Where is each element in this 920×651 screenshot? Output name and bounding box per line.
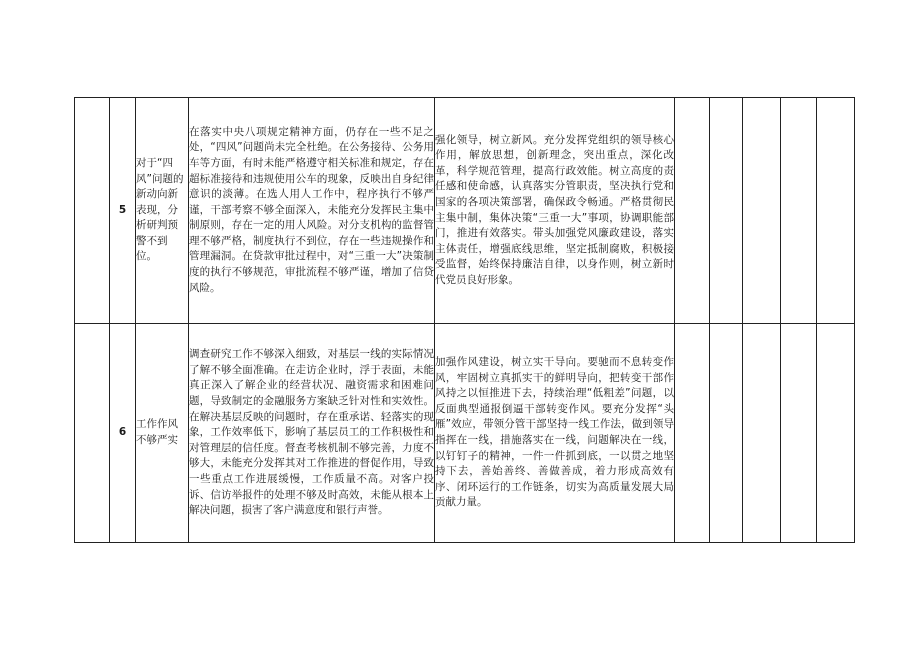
issue-topic: 工作作风不够严实 xyxy=(136,324,189,543)
blank-cell xyxy=(675,98,710,324)
blank-cell xyxy=(781,98,817,324)
blank-cell xyxy=(75,324,110,543)
row-number: 6 xyxy=(110,324,136,543)
blank-cell xyxy=(743,98,781,324)
blank-cell xyxy=(781,324,817,543)
problem-description: 调查研究工作不够深入细致，对基层一线的实际情况了解不够全面准确。在走访企业时，浮于表面，未能真正深入了解企业的经营状况、融资需求和困难问题，导致制定的金融服务方案缺乏针对性和实效性。在解决基层反映的问题时，存在重承诺、轻落实的现象，工作效率低下，影响了基层员工的工作积极性和对管理层的信任度。督查考核机制不够完善，力度不够大，未能充分发挥其对工作推进的督促作用，导致一些重点工作进展缓慢，工作质量不高。对客户投诉、信访举报件的处理不够及时高效，未能从根本上解决问题，损害了客户满意度和银行声誉。 xyxy=(189,324,435,543)
table-row xyxy=(75,324,855,543)
blank-cell xyxy=(75,98,110,324)
rectification-table xyxy=(74,97,855,543)
blank-cell xyxy=(710,98,743,324)
rectification-measure: 加强作风建设，树立实干导向。要驰而不息转变作风，牢固树立真抓实干的鲜明导向，把转变干部作风持之以恒推进下去，持续治理“低粗差”问题，以反面典型通报倒逼干部转变作风。要充分发挥“头雁”效应，带领分管干部坚持一线工作法，做到领导指挥在一线，措施落实在一线，问题解决在一线，以钉钉子的精神，一件一件抓到底，一以贯之地坚持下去，善始善终、善做善成，着力形成高效有序、闭环运行的工作链条，切实为高质量发展大局贡献力量。 xyxy=(435,324,675,543)
issue-topic: 对于“四风”问题的新动向新表现，分析研判预警不到位。 xyxy=(136,98,189,324)
blank-cell xyxy=(710,324,743,543)
blank-cell xyxy=(675,324,710,543)
blank-cell xyxy=(817,324,855,543)
blank-cell xyxy=(817,98,855,324)
problem-description: 在落实中央八项规定精神方面，仍存在一些不足之处，“四风”问题尚未完全杜绝。在公务接待、公务用车等方面，有时未能严格遵守相关标准和规定，存在超标准接待和违规使用公车的现象，反映出自身纪律意识的淡薄。在选人用人工作中，程序执行不够严谨，干部考察不够全面深入，未能充分发挥民主集中制原则，存在一定的用人风险。对分支机构的监督管理不够严格，制度执行不到位，存在一些违规操作和管理漏洞。在贷款审批过程中，对“三重一大”决策制度的执行不够规范，审批流程不够严谨，增加了信贷风险。 xyxy=(189,98,435,324)
row-number: 5 xyxy=(110,98,136,324)
rectification-measure: 强化领导，树立新风。充分发挥党组织的领导核心作用，解放思想，创新理念，突出重点，深化改革，科学规范管理，提高行政效能。树立高度的责任感和使命感，认真落实分管职责，坚决执行党和国家的各项决策部署，确保政令畅通。严格贯彻民主集中制，集体决策“三重一大”事项，协调职能部门，推进有效落实。带头加强党风廉政建设，落实主体责任，增强底线思维，坚定抵制腐败，积极接受监督，始终保持廉洁自律，以身作则，树立新时代党员良好形象。 xyxy=(435,98,675,324)
table-row xyxy=(75,98,855,324)
blank-cell xyxy=(743,324,781,543)
